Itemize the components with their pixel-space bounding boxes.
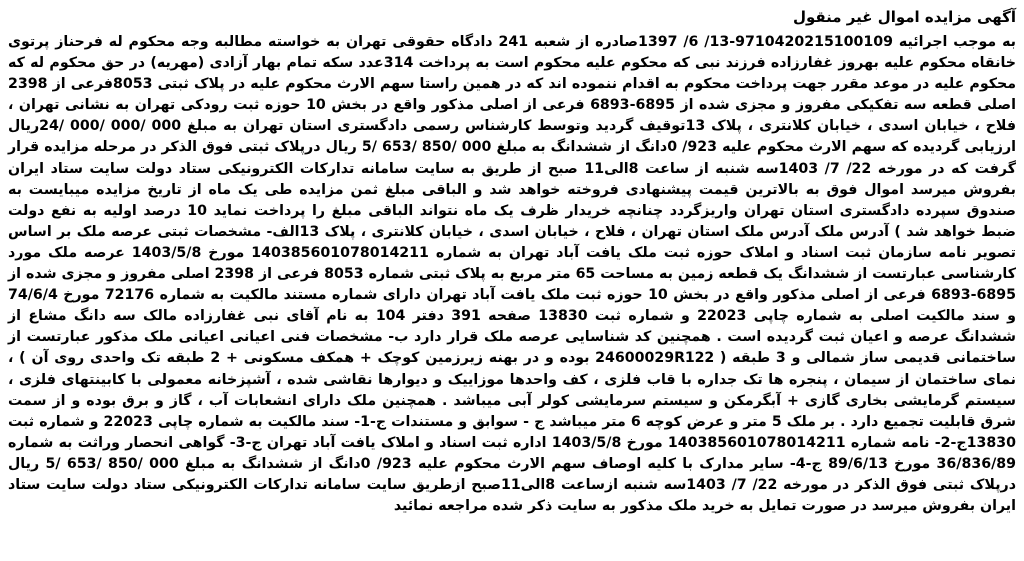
- notice-title: آگهی مزایده اموال غیر منقول: [792, 8, 1016, 26]
- notice-body: به موجب اجرائیه 9710420215100109-13/ 6/ 1397صادره از شعبه 241 دادگاه حقوقی تهران به خواسته مطالبه وجه محکوم له فرحناز پرتوی خانقاه محکوم علیه بهروز غفارزاده فرزند نبی که محکوم علیه محکوم است به پرداخت 314عدد سکه تمام بهار آزادی (مهریه) در حق محکوم له که محکوم علیه در موعد مقرر جهت پرداخت محکوم به اقدام ننموده اند که در همین راستا سهم الارث محکوم علیه در پلاک ثبتی 8053فرعی از 2398 اصلی قطعه سه تفکیکی مفروز و مجزی شده از 6895-6893 فرعی از اصلی مذکور واقع در بخش 10 حوزه ثبت رودکی تهران به نشانی تهران ، فلاح ، خیابان اسدی ، خیابان کلانتری ، پلاک 13توقیف گردید وتوسط کارشناس رسمی دادگستری استان تهران به مبلغ 000 /000 /000 /24ریال ارزیابی گردیده که سهم الارث محکوم علیه 923/ 0دانگ از ششدانگ به مبلغ 000 /850 /653 /5 ریال درپلاک ثبتی فوق الذکر در مرحله مزایده قرار گرفت که در مورخه 22/ 7/ 1403سه شنبه از ساعت 8الی11 صبح از طریق به سایت سامانه تدارکات الکترونیکی ستاد دولت سایت ستاد ایران بفروش میرسد اموال فوق به بالاترین قیمت پیشنهادی فروخته خواهد شد و الباقی مبلغ ثمن مزایده طی یک ماه از تاریخ مزایده میبایست به صندوق سپرده دادگستری استان تهران واریزگردد چنانچه خریدار ظرف یک ماه نتواند الباقی مبلغ را پرداخت نماید 10 درصد اولیه به نفع دولت ضبط خواهد شد ) آدرس ملک آدرس ملک استان تهران ، فلاح ، خیابان اسدی ، خیابان کلانتری ، پلاک 13الف- مشخصات ثبتی عرصه ملک بر اساس تصویر نامه سازمان ثبت اسناد و املاک حوزه ثبت ملک یافت آباد تهران به شماره 140385601078014211 مورخ 1403/5/8 عرصه ملک مورد کارشناسی عبارتست از ششدانگ یک قطعه زمین به مساحت 65 متر مربع به پلاک ثبتی شماره 8053 فرعی از 2398 اصلی مفروز و مجزی شده از 6895-6893 فرعی از اصلی مذکور واقع در بخش 10 حوزه ثبت ملک یافت آباد تهران دارای شماره مستند مالکیت به شماره 72176 مورخ 74/6/4 و سند مالکیت اصلی به شماره چاپی 22023 و شماره ثبت 13830 صفحه 391 دفتر 104 به نام آقای نبی غفارزاده مالک سه دانگ مشاع از ششدانگ عرصه و اعیان ثبت گردیده است . همچنین کد شناسایی عرصه ملک قرار دارد ب- مشخصات فنی اعیانی اعیانی ملک مذکور عبارتست از ساختمانی قدیمی ساز شمالی و 3 طبقه ( 24600029R122 بوده و در بهنه زیرزمین کوچک + همکف مسکونی + 2 طبقه تک واحدی روی آن ) ، نمای ساختمان از سیمان ، پنجره ها تک جداره با قاب فلزی ، کف واحدها موزاییک و دیوارها نقاشی شده ، آشپزخانه معمولی با کابینتهای فلزی ، سیستم گرمایشی بخاری گازی + آبگرمکن و سیستم سرمایشی کولر آبی میباشد . همچنین ملک دارای انشعابات آب ، گاز و برق بوده و از سمت شرق قابلیت تجمیع دارد . بر ملک 5 متر و عرض کوچه 6 متر میباشد ج - سوابق و مستندات ج-1- سند مالکیت به شماره چاپی 22023 و شماره ثبت 13830ج-2- نامه شماره 140385601078014211 مورخ 1403/5/8 اداره ثبت اسناد و املاک یافت آباد تهران ج-3- گواهی انحصار وراثت به شماره 36/836/89 مورخ 89/6/13 ج-4- سایر مدارک با کلیه اوصاف سهم الارث محکوم علیه 923/ 0دانگ از ششدانگ به مبلغ 000 /850 /653 /5 ریال درپلاک ثبتی فوق الذکر در مورخه 22/ 7/ 1403سه شنبه ازساعت 8الی11صبح ازطریق سایت سامانه تدارکات الکترونیکی ستاد دولت سایت ستاد ایران بفروش میرسد در صورت تمایل به خرید ملک مذکور به سایت ذکر شده مراجعه نمائید: [8, 34, 1017, 515]
